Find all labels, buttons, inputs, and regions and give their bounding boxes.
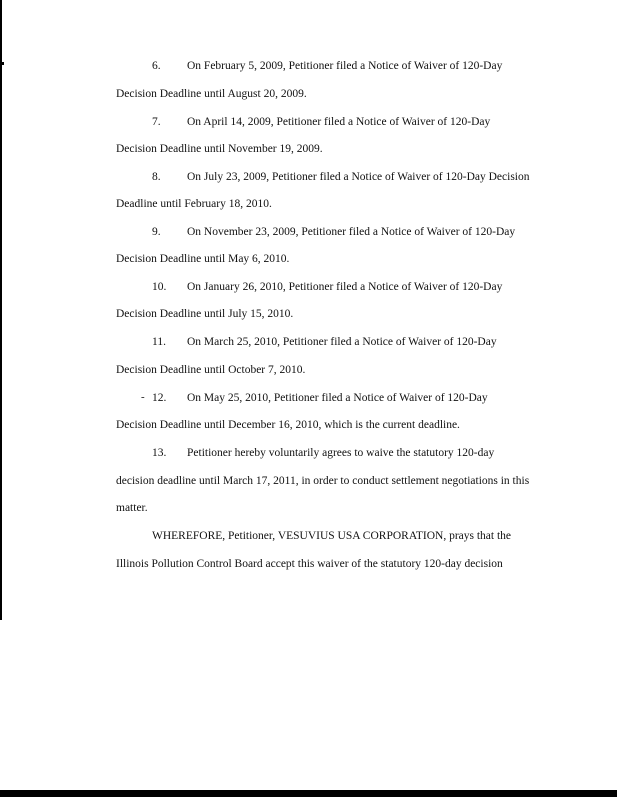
paragraph-number: 12.: [152, 392, 167, 404]
paragraph-line: On May 25, 2010, Petitioner filed a Notice of Waiver of 120-Day: [187, 392, 488, 404]
scan-left-edge: [0, 0, 2, 620]
paragraph-line: Decision Deadline until November 19, 2009.: [116, 143, 323, 155]
wherefore-line: Illinois Pollution Control Board accept this waiver of the statutory 120-day decision: [116, 558, 503, 570]
paragraph-line: Decision Deadline until December 16, 2010, which is the current deadline.: [116, 419, 460, 431]
paragraph-number: 10.: [152, 281, 167, 293]
paragraph-line: On November 23, 2009, Petitioner filed a Notice of Waiver of 120-Day: [187, 226, 516, 238]
paragraph-line: Decision Deadline until October 7, 2010.: [116, 364, 306, 376]
paragraph-line: Petitioner hereby voluntarily agrees to waive the statutory 120-day: [187, 447, 495, 459]
paragraph-number: 6.: [152, 60, 161, 72]
paragraph-line: Decision Deadline until August 20, 2009.: [116, 88, 307, 100]
paragraph-line: On April 14, 2009, Petitioner filed a Notice of Waiver of 120-Day: [187, 116, 491, 128]
paragraph-line: Decision Deadline until May 6, 2010.: [116, 253, 290, 265]
paragraph-line: Decision Deadline until July 15, 2010.: [116, 308, 294, 320]
paragraph-line: On March 25, 2010, Petitioner filed a Notice of Waiver of 120-Day: [187, 336, 497, 348]
paragraph-line: matter.: [116, 502, 148, 514]
paragraph-line: Deadline until February 18, 2010.: [116, 198, 272, 210]
paragraph-number: 11.: [152, 336, 166, 348]
paragraph-line: On January 26, 2010, Petitioner filed a Notice of Waiver of 120-Day: [187, 281, 503, 293]
scan-left-tick: [0, 62, 4, 65]
paragraph-number: 13.: [152, 447, 167, 459]
paragraph-number: 9.: [152, 226, 161, 238]
scan-bottom-edge: [0, 790, 617, 797]
paragraph-number: 8.: [152, 171, 161, 183]
paragraph-number: 7.: [152, 116, 161, 128]
wherefore-line: WHEREFORE, Petitioner, VESUVIUS USA CORPORATION, prays that the: [152, 530, 512, 542]
stray-mark: -: [141, 391, 145, 403]
paragraph-line: On July 23, 2009, Petitioner filed a Notice of Waiver of 120-Day Decision: [187, 171, 530, 183]
paragraph-line: On February 5, 2009, Petitioner filed a Notice of Waiver of 120-Day: [187, 60, 503, 72]
paragraph-line: decision deadline until March 17, 2011, in order to conduct settlement negotiations in this: [116, 475, 530, 487]
